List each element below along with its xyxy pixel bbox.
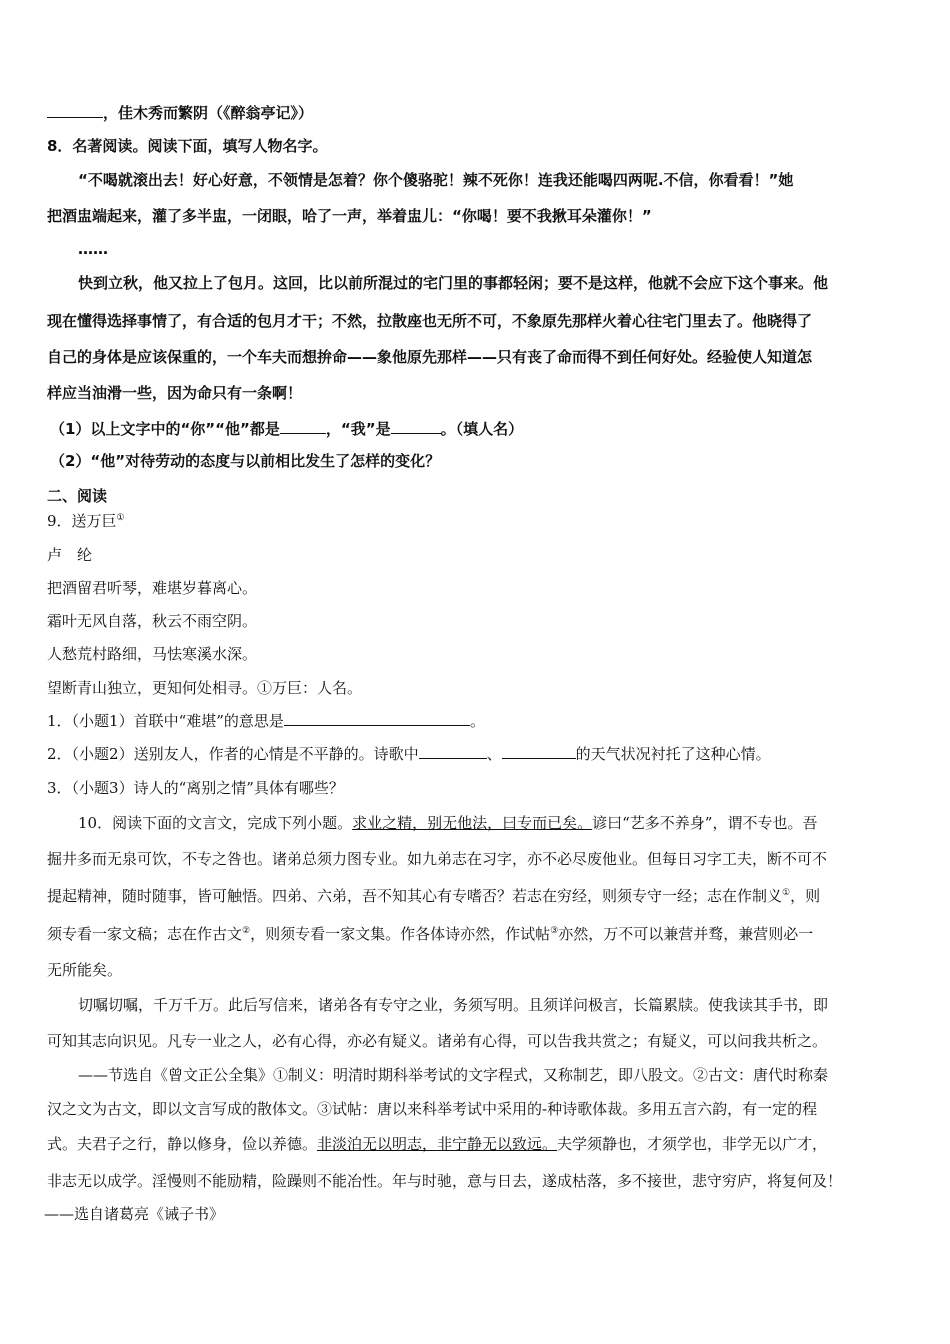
q10-line4-a: 须专看一家文稿；志在作古文 xyxy=(47,925,243,943)
q9-sub2-blank2[interactable] xyxy=(502,743,576,759)
q10-line6: 切嘱切嘱，千万千万。此后写信来，诸弟各有专守之业，务须写明。且须详问极言，长篇累牍。使我读其手书，即 xyxy=(78,996,829,1014)
previous-question-tail xyxy=(47,102,907,124)
q10-intro: 10．阅读下面的文言文，完成下列小题。 xyxy=(78,814,353,832)
q9-sub3: 3．（小题3）诗人的“离别之情”具体有哪些？ xyxy=(47,779,344,797)
q10-excerpt2-line1 xyxy=(47,1133,907,1155)
q10-excerpt2-line2: 非志无以成学。淫慢则不能励精，险躁则不能冶性。年与时驰，意与日去，遂成枯落，多不接世，悲守穷庐，将复何及！ xyxy=(47,1172,843,1190)
q9-sub2-text-c: 的天气状况衬托了这种心情。 xyxy=(575,745,771,763)
q8-ellipsis: …… xyxy=(78,240,108,258)
section-heading: 二、阅读 xyxy=(47,487,108,505)
q10-excerpt2-b: 夫学须静也，才须学也，非学无以广才， xyxy=(557,1135,828,1153)
q8-sub1-blank1[interactable] xyxy=(280,418,326,434)
q10-line4 xyxy=(47,923,907,945)
q9-sub2 xyxy=(47,743,907,765)
q10-line4-b: ，则须专看一家文集。作各体诗亦然，作试帖 xyxy=(250,925,551,943)
q10-line2: 掘井多而无泉可饮，不专之咎也。诸弟总须力图专业。如九弟志在习字，亦不必尽废他业。但每日习字工夫，断不可不 xyxy=(47,850,828,868)
q9-author: 卢 纶 xyxy=(47,546,93,564)
footnote-marker-3: ③ xyxy=(550,926,559,936)
q9-sub2-text-b: 、 xyxy=(486,745,502,763)
q9-title-text: 9．送万巨 xyxy=(47,512,117,530)
q8-excerpt1-line1: “不喝就滚出去！好心好意，不领情是怎着？你个傻骆驼！辣不死你！连我还能喝四两呢.不信，你看看！”她 xyxy=(78,171,794,189)
q8-sub1-text-c: 。（填人名） xyxy=(440,420,524,438)
q8-sub1-blank2[interactable] xyxy=(391,418,441,434)
q9-sub2-text-a: 2．（小题2）送别友人，作者的心情是不平静的。诗歌中 xyxy=(47,745,419,763)
q8-excerpt2-line3: 自己的身体是应该保重的，一个车夫而想拚命——象他原先那样——只有丧了命而得不到任何好处。经验使人知道怎 xyxy=(47,348,813,366)
q10-underlined-sentence1: 求业之精，别无他法，曰专而已矣。 xyxy=(352,814,593,832)
q8-sub1-text-a: （1）以上文字中的“你”“他”都是 xyxy=(50,420,280,438)
q8-sub1-text-b: ，“我”是 xyxy=(325,420,391,438)
q8-sub1 xyxy=(50,418,910,440)
q10-line3-end: ，则 xyxy=(790,887,821,905)
answer-blank[interactable] xyxy=(47,102,103,118)
q10-line1 xyxy=(78,812,907,834)
q9-title-footnote: ① xyxy=(116,513,125,523)
q8-excerpt2-line4: 样应当油滑一些，因为命只有一条啊！ xyxy=(47,384,303,402)
q10-source-notes-line1: ——节选自《曾文正公全集》①制义：明清时期科举考试的文字程式，又称制艺，即八股文。②古文：唐代时称秦 xyxy=(78,1066,829,1084)
q9-title xyxy=(47,510,907,532)
q10-source-notes-line2: 汉之文为古文，即以文言写成的散体文。③试帖：唐以来科举考试中采用的-种诗歌体裁。多用五言六韵，有一定的程 xyxy=(47,1100,818,1118)
q9-poem-line1: 把酒留君听琴，难堪岁暮离心。 xyxy=(47,579,258,597)
q10-line3 xyxy=(47,885,907,907)
q9-poem-line4: 望断青山独立，更知何处相寻。①万巨：人名。 xyxy=(47,679,363,697)
q8-excerpt1-line2: 把酒盅端起来，灌了多半盅，一闭眼，哈了一声，举着盅儿：“你喝！要不我揪耳朵灌你！” xyxy=(47,207,652,225)
q9-sub1 xyxy=(47,710,907,732)
q9-sub2-blank1[interactable] xyxy=(419,743,487,759)
q8-excerpt2-line1: 快到立秋，他又拉上了包月。这回，比以前所混过的宅门里的事都轻闲；要不是这样，他就不会应下这个事来。他 xyxy=(78,274,829,292)
q8-sub2: （2）“他”对待劳动的态度与以前相比发生了怎样的变化？ xyxy=(50,452,441,470)
q10-line3-text: 提起精神，随时随事，皆可触悟。四弟、六弟，吾不知其心有专嗜否？若志在穷经，则须专守一经；志在作制义 xyxy=(47,887,783,905)
q10-line1-end: 谚曰“艺多不养身”，谓不专也。吾 xyxy=(592,814,818,832)
q10-underlined-sentence2: 非淡泊无以明志，非宁静无以致远。 xyxy=(317,1135,558,1153)
q10-line4-c: 亦然，万不可以兼营并骛，兼营则必一 xyxy=(558,925,814,943)
q10-excerpt2-a: 式。夫君子之行，静以修身，俭以养德。 xyxy=(47,1135,318,1153)
q8-heading: 8．名著阅读。阅读下面，填写人物名字。 xyxy=(47,137,328,155)
q10-excerpt2-source: ——选自诸葛亮《诫子书》 xyxy=(44,1205,225,1223)
q9-sub1-text-b: 。 xyxy=(469,712,485,730)
q9-poem-line2: 霜叶无风自落，秋云不雨空阴。 xyxy=(47,612,258,630)
footnote-marker-1: ① xyxy=(782,888,791,898)
q9-poem-line3: 人愁荒村路细，马怯寒溪水深。 xyxy=(47,645,258,663)
q10-line7: 可知其志向识见。凡专一业之人，必有心得，亦必有疑义。诸弟有心得，可以告我共赏之；有疑义，可以问我共析之。 xyxy=(47,1032,828,1050)
footnote-marker-2: ② xyxy=(242,926,251,936)
q9-sub1-text-a: 1．（小题1）首联中“难堪”的意思是 xyxy=(47,712,284,730)
tail-text: ，佳木秀而繁阴（《醉翁亭记》） xyxy=(103,104,314,122)
q8-excerpt2-line2: 现在懂得选择事情了，有合适的包月才干；不然，拉散座也无所不可，不象原先那样火着心往宅门里去了。他晓得了 xyxy=(47,312,813,330)
q10-line5: 无所能矣。 xyxy=(47,961,123,979)
q9-sub1-blank[interactable] xyxy=(284,710,470,726)
